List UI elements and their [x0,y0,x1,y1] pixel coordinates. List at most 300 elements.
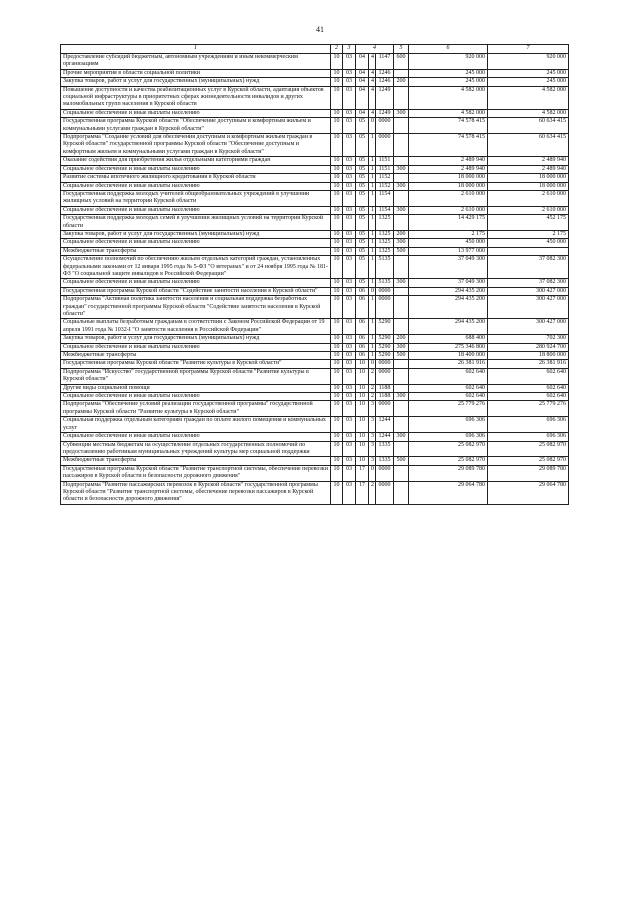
row-article-code: 0000 [376,360,394,368]
row-section: 10 [331,118,343,134]
row-expense-type [394,368,409,384]
row-sum-year-2: 4 582 000 [488,109,569,117]
row-article-program: 04 [356,69,369,77]
row-article-subprogram: 0 [369,465,376,481]
row-section: 10 [331,433,343,441]
table-row [61,360,569,368]
row-sum-year-1: 25 082 970 [409,441,488,457]
row-article-code: 5290 [376,335,394,343]
row-article-subprogram: 4 [369,54,376,70]
row-expense-type: 500 [394,457,409,465]
table-row [61,401,569,417]
budget-table [60,44,569,505]
row-subsection: 03 [343,393,356,401]
row-subsection: 03 [343,352,356,360]
row-sum-year-1: 450 000 [409,239,488,247]
row-subsection: 03 [343,256,356,279]
row-article-code: 1152 [376,174,394,182]
row-expense-type [394,441,409,457]
row-article-program: 05 [356,279,369,287]
row-article-program: 05 [356,165,369,173]
row-sum-year-2: 245 000 [488,69,569,77]
table-row [61,256,569,279]
row-section: 10 [331,401,343,417]
row-article-code: 0000 [376,118,394,134]
row-sum-year-1: 37 049 300 [409,279,488,287]
row-sum-year-1: 294 435 200 [409,296,488,319]
row-article-subprogram: 4 [369,78,376,86]
row-subsection: 03 [343,109,356,117]
row-article-program: 06 [356,352,369,360]
row-name: Социальное обеспечение и иные выплаты населению [61,239,331,247]
row-name: Закупка товаров, работ и услуг для государственных (муниципальных) нужд [61,230,331,238]
row-expense-type [394,384,409,392]
row-subsection: 03 [343,206,356,214]
row-name: Подпрограмма "Искусство" государственной программы Курской области "Развитие культуры в Курской области" [61,368,331,384]
row-sum-year-2: 25 779 276 [488,401,569,417]
row-sum-year-2: 2 175 [488,230,569,238]
row-article-subprogram: 1 [369,319,376,335]
row-name: Подпрограмма "Активная политика занятости населения и социальная поддержка безработных граждан" государственной программы Курской области "Содействие занятости населения в Курской области" [61,296,331,319]
row-sum-year-2: 702 300 [488,335,569,343]
row-article-program: 05 [356,182,369,190]
row-article-subprogram: 1 [369,190,376,206]
row-article-subprogram: 1 [369,206,376,214]
header-name: 1 [61,45,331,54]
row-section: 10 [331,134,343,157]
row-article-subprogram: 3 [369,401,376,417]
row-name: Закупка товаров, работ и услуг для государственных (муниципальных) нужд [61,78,331,86]
table-row [61,335,569,343]
row-sum-year-1: 18 000 000 [409,182,488,190]
row-sum-year-2: 25 082 970 [488,457,569,465]
row-subsection: 03 [343,69,356,77]
row-name: Социальная поддержка отдельным категориям граждан по оплате жилого помещения и коммунальных услуг [61,417,331,433]
row-article-code: 1151 [376,157,394,165]
row-article-code: 1152 [376,182,394,190]
row-subsection: 03 [343,296,356,319]
row-section: 10 [331,296,343,319]
header-subsection: 3 [343,45,356,54]
row-sum-year-2: 26 381 916 [488,360,569,368]
row-subsection: 03 [343,465,356,481]
row-article-subprogram: 4 [369,69,376,77]
row-article-code: 0000 [376,465,394,481]
row-expense-type: 300 [394,182,409,190]
row-article-code: 0000 [376,401,394,417]
table-row [61,215,569,231]
row-section: 10 [331,384,343,392]
row-article-subprogram: 1 [369,230,376,238]
row-article-program: 10 [356,384,369,392]
row-sum-year-1: 4 582 000 [409,86,488,109]
table-row [61,247,569,255]
row-sum-year-2: 4 582 000 [488,86,569,109]
row-article-subprogram: 3 [369,417,376,433]
row-subsection: 03 [343,368,356,384]
row-subsection: 03 [343,157,356,165]
row-name: Подпрограмма "Развитие пассажирских перевозок в Курской области" государственной программы Курской области "Развитие транспортной системы, обеспечение перевозки пассажиров в Курской области и безопасности дорожного движения" [61,481,331,504]
table-row [61,134,569,157]
row-sum-year-1: 74 578 415 [409,118,488,134]
row-sum-year-2: 25 082 970 [488,441,569,457]
row-expense-type: 500 [394,352,409,360]
table-row [61,206,569,214]
row-article-program: 04 [356,78,369,86]
row-sum-year-1: 26 381 916 [409,360,488,368]
row-expense-type [394,118,409,134]
row-sum-year-1: 602 640 [409,368,488,384]
row-article-code: 5135 [376,256,394,279]
row-section: 10 [331,54,343,70]
row-article-program: 04 [356,54,369,70]
table-row [61,457,569,465]
table-row [61,165,569,173]
row-name: Социальное обеспечение и иные выплаты населению [61,279,331,287]
row-sum-year-1: 2 610 000 [409,190,488,206]
table-row [61,86,569,109]
row-subsection: 03 [343,182,356,190]
row-article-subprogram: 1 [369,335,376,343]
row-expense-type: 200 [394,230,409,238]
table-row [61,157,569,165]
row-article-subprogram: 2 [369,393,376,401]
row-article-program: 10 [356,393,369,401]
row-article-subprogram: 3 [369,433,376,441]
row-subsection: 03 [343,165,356,173]
row-article-program: 06 [356,343,369,351]
row-sum-year-2: 37 082 300 [488,256,569,279]
row-subsection: 03 [343,54,356,70]
row-article-code: 5290 [376,343,394,351]
row-article-code: 1188 [376,393,394,401]
row-subsection: 03 [343,86,356,109]
row-article-code: 1335 [376,441,394,457]
row-article-code: 1246 [376,69,394,77]
row-sum-year-2: 2 489 940 [488,157,569,165]
row-article-program: 10 [356,401,369,417]
table-row [61,481,569,504]
row-sum-year-1: 25 082 970 [409,457,488,465]
row-name: Межбюджетные трансферты [61,457,331,465]
row-expense-type [394,157,409,165]
row-sum-year-2: 602 640 [488,368,569,384]
header-section: 2 [331,45,343,54]
table-row [61,279,569,287]
row-subsection: 03 [343,360,356,368]
row-article-code: 1249 [376,109,394,117]
row-article-subprogram: 1 [369,343,376,351]
row-article-code: 0000 [376,134,394,157]
row-article-subprogram: 4 [369,86,376,109]
row-expense-type [394,465,409,481]
row-sum-year-2: 452 175 [488,215,569,231]
row-expense-type: 600 [394,54,409,70]
row-sum-year-2: 280 924 700 [488,343,569,351]
table-row [61,190,569,206]
row-name: Социальное обеспечение и иные выплаты населению [61,393,331,401]
row-article-program: 10 [356,368,369,384]
row-subsection: 03 [343,319,356,335]
row-sum-year-2: 18 000 000 [488,182,569,190]
row-expense-type [394,190,409,206]
row-subsection: 03 [343,230,356,238]
row-article-program: 17 [356,465,369,481]
row-subsection: 03 [343,335,356,343]
row-article-subprogram: 0 [369,287,376,295]
table-row [61,182,569,190]
row-sum-year-1: 14 429 175 [409,215,488,231]
table-body [61,54,569,505]
row-expense-type: 500 [394,247,409,255]
row-article-program: 05 [356,247,369,255]
table-row [61,296,569,319]
row-article-code: 1325 [376,215,394,231]
row-article-code: 1188 [376,384,394,392]
table-row [61,343,569,351]
row-sum-year-2: 29 064 780 [488,481,569,504]
table-row [61,441,569,457]
row-expense-type [394,287,409,295]
row-section: 10 [331,287,343,295]
table-row [61,69,569,77]
row-section: 10 [331,360,343,368]
row-sum-year-1: 29 064 780 [409,481,488,504]
row-expense-type: 300 [394,433,409,441]
row-name: Межбюджетные трансферты [61,247,331,255]
row-section: 10 [331,319,343,335]
table-row [61,319,569,335]
row-article-subprogram: 1 [369,165,376,173]
row-sum-year-1: 13 977 000 [409,247,488,255]
row-subsection: 03 [343,134,356,157]
row-name: Субвенции местным бюджетам на осуществление отдельных государственных полномочий по предоставлению работникам муниципальных учреждений культуры мер социальной поддержки [61,441,331,457]
row-sum-year-1: 294 435 200 [409,287,488,295]
row-name: Государственная поддержка молодых учителей общеобразовательных учреждений в улучшении жилищных условий на территории Курской области [61,190,331,206]
row-section: 10 [331,393,343,401]
row-sum-year-2: 2 489 940 [488,165,569,173]
row-subsection: 03 [343,457,356,465]
row-expense-type: 300 [394,279,409,287]
row-article-program: 06 [356,296,369,319]
row-sum-year-1: 18 400 000 [409,352,488,360]
row-sum-year-2: 245 000 [488,78,569,86]
row-article-subprogram: 1 [369,239,376,247]
row-article-code: 0000 [376,368,394,384]
row-sum-year-2: 60 634 415 [488,118,569,134]
row-article-subprogram: 1 [369,134,376,157]
row-expense-type [394,69,409,77]
row-section: 10 [331,343,343,351]
row-article-code: 1325 [376,230,394,238]
row-sum-year-1: 2 489 940 [409,165,488,173]
row-article-subprogram: 1 [369,182,376,190]
row-article-code: 0000 [376,481,394,504]
header-sum-year-1: 6 [409,45,488,54]
row-article-code: 0000 [376,296,394,319]
row-article-program: 10 [356,360,369,368]
row-sum-year-2: 696 306 [488,433,569,441]
row-expense-type [394,319,409,335]
row-sum-year-1: 18 000 000 [409,174,488,182]
row-sum-year-1: 2 489 940 [409,157,488,165]
row-section: 10 [331,247,343,255]
row-article-subprogram: 1 [369,296,376,319]
row-article-subprogram: 1 [369,174,376,182]
row-article-code: 1335 [376,457,394,465]
table-row [61,417,569,433]
table-row [61,465,569,481]
table-row [61,174,569,182]
row-article-subprogram: 1 [369,247,376,255]
row-section: 10 [331,441,343,457]
row-section: 10 [331,368,343,384]
header-sum-year-2: 7 [488,45,569,54]
row-subsection: 03 [343,118,356,134]
row-expense-type [394,256,409,279]
row-sum-year-2: 300 427 000 [488,296,569,319]
row-article-code: 1325 [376,239,394,247]
row-article-program: 05 [356,239,369,247]
row-section: 10 [331,215,343,231]
row-name: Социальные выплаты безработным гражданам в соответствии с Законом Российской Федерации от 19 апреля 1991 года № 1032-I "О занятости населения в Российской Федерации" [61,319,331,335]
row-expense-type: 300 [394,393,409,401]
row-sum-year-1: 4 582 000 [409,109,488,117]
row-sum-year-1: 688 400 [409,335,488,343]
row-subsection: 03 [343,343,356,351]
row-article-subprogram: 1 [369,256,376,279]
row-article-program: 06 [356,335,369,343]
row-section: 10 [331,335,343,343]
row-article-code: 5290 [376,319,394,335]
row-article-subprogram: 3 [369,457,376,465]
header-row [61,45,569,54]
row-section: 10 [331,279,343,287]
header-target-article: 4 [356,45,394,54]
row-section: 10 [331,417,343,433]
table-row [61,109,569,117]
row-expense-type [394,296,409,319]
row-article-subprogram: 4 [369,109,376,117]
row-article-code: 1325 [376,247,394,255]
row-article-program: 05 [356,256,369,279]
row-sum-year-2: 300 427 000 [488,319,569,335]
row-section: 10 [331,457,343,465]
row-subsection: 03 [343,287,356,295]
row-subsection: 03 [343,433,356,441]
row-article-program: 05 [356,230,369,238]
row-name: Государственная программа Курской области "Развитие культуры в Курской области" [61,360,331,368]
row-section: 10 [331,230,343,238]
row-article-program: 05 [356,118,369,134]
row-name: Подпрограмма "Обеспечение условий реализации государственной программы" государственной программы Курской области "Развитие культуры в Курской области" [61,401,331,417]
row-section: 10 [331,190,343,206]
row-section: 10 [331,481,343,504]
row-sum-year-2: 2 610 000 [488,206,569,214]
row-sum-year-1: 602 640 [409,384,488,392]
row-article-subprogram: 2 [369,368,376,384]
row-section: 10 [331,174,343,182]
row-subsection: 03 [343,215,356,231]
row-expense-type [394,360,409,368]
row-name: Межбюджетные трансферты [61,352,331,360]
row-expense-type [394,417,409,433]
row-section: 10 [331,86,343,109]
row-expense-type: 200 [394,335,409,343]
table-row [61,239,569,247]
row-name: Развитие системы ипотечного жилищного кредитования в Курской области [61,174,331,182]
row-name: Другие виды социальной помощи [61,384,331,392]
row-name: Государственная программа Курской области "Развитие транспортной системы, обеспечение перевозки пассажиров в Курской области и безопасности дорожного движения" [61,465,331,481]
row-section: 10 [331,165,343,173]
row-subsection: 03 [343,239,356,247]
row-article-program: 05 [356,134,369,157]
row-name: Социальное обеспечение и иные выплаты населению [61,343,331,351]
row-sum-year-2: 602 640 [488,384,569,392]
row-article-code: 5290 [376,352,394,360]
row-article-subprogram: 3 [369,441,376,457]
row-subsection: 03 [343,78,356,86]
row-article-program: 06 [356,287,369,295]
page-number: 41 [316,25,324,34]
row-article-program: 17 [356,481,369,504]
row-article-program: 10 [356,417,369,433]
row-article-subprogram: 1 [369,215,376,231]
row-name: Прочие мероприятия в области социальной политики [61,69,331,77]
row-sum-year-1: 74 578 415 [409,134,488,157]
row-article-subprogram: 0 [369,118,376,134]
row-article-program: 05 [356,206,369,214]
row-sum-year-2: 450 000 [488,239,569,247]
row-article-code: 1151 [376,165,394,173]
row-sum-year-1: 920 000 [409,54,488,70]
row-sum-year-1: 25 779 276 [409,401,488,417]
row-sum-year-1: 245 000 [409,78,488,86]
row-name: Государственная поддержка молодых семей в улучшении жилищных условий на территории Курской области [61,215,331,231]
row-article-program: 10 [356,457,369,465]
row-name: Подпрограмма "Создание условий для обеспечения доступным и комфортным жильем граждан в Курской области" государственной программы Курской области "Обеспечение доступным и комфортным жильем и коммунальными услугами граждан в Курской области" [61,134,331,157]
row-article-code: 0000 [376,287,394,295]
table-row [61,433,569,441]
row-sum-year-1: 294 435 200 [409,319,488,335]
row-section: 10 [331,352,343,360]
row-name: Социальное обеспечение и иные выплаты населению [61,109,331,117]
row-name: Социальное обеспечение и иные выплаты населению [61,206,331,214]
row-subsection: 03 [343,190,356,206]
row-article-subprogram: 2 [369,384,376,392]
row-expense-type: 300 [394,206,409,214]
row-name: Государственная программа Курской области "Обеспечение доступным и комфортным жильем и коммунальными услугами граждан в Курской области" [61,118,331,134]
row-expense-type [394,215,409,231]
row-article-code: 1244 [376,417,394,433]
table-row [61,118,569,134]
row-sum-year-1: 29 089 780 [409,465,488,481]
table-row [61,54,569,70]
row-sum-year-1: 2 610 000 [409,206,488,214]
row-expense-type [394,134,409,157]
row-section: 10 [331,109,343,117]
row-sum-year-2: 300 427 000 [488,287,569,295]
table-row [61,287,569,295]
row-sum-year-1: 2 175 [409,230,488,238]
row-sum-year-1: 602 640 [409,393,488,401]
row-sum-year-1: 696 306 [409,417,488,433]
table-row [61,393,569,401]
row-sum-year-2: 920 000 [488,54,569,70]
row-subsection: 03 [343,417,356,433]
row-sum-year-2: 2 610 000 [488,190,569,206]
row-name: Предоставление субсидий бюджетным, автономным учреждениям и иным некоммерческим организациям [61,54,331,70]
